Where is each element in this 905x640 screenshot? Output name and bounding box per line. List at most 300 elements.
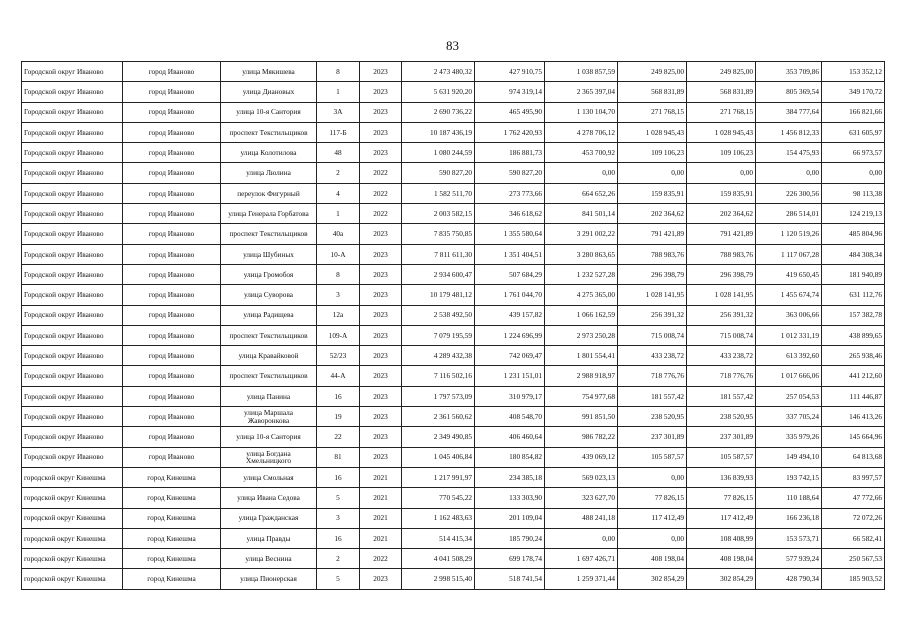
year-cell: 2021: [360, 488, 402, 508]
year-cell: 2021: [360, 508, 402, 528]
page-number: 83: [446, 38, 459, 53]
amount-cell-6: 181 940,89: [822, 264, 885, 284]
total-cost-cell: 1 217 991,97: [402, 467, 475, 487]
amount-cell-4: 788 983,76: [687, 244, 756, 264]
amount-cell-6: 250 567,53: [822, 549, 885, 569]
street-cell: улица Маршала Жаворонкова: [221, 407, 317, 427]
street-cell: улица Пионерская: [221, 569, 317, 589]
house-number-cell: 52/23: [317, 346, 360, 366]
amount-cell-6: 0,00: [822, 163, 885, 183]
amount-cell-5: 805 369,54: [756, 82, 822, 102]
amount-cell-4: 718 776,76: [687, 366, 756, 386]
table-row: [22, 549, 885, 569]
house-number-cell: 5: [317, 488, 360, 508]
city-cell: город Иваново: [123, 62, 221, 82]
amount-cell-1: 346 618,62: [475, 204, 545, 224]
city-cell: город Иваново: [123, 122, 221, 142]
district-cell: Городской округ Иваново: [22, 183, 123, 203]
amount-cell-4: 237 301,89: [687, 427, 756, 447]
amount-cell-1: 518 741,54: [475, 569, 545, 589]
house-number-cell: 8: [317, 264, 360, 284]
amount-cell-3: 408 198,04: [618, 549, 687, 569]
amount-cell-4: 159 835,91: [687, 183, 756, 203]
total-cost-cell: 590 827,20: [402, 163, 475, 183]
amount-cell-2: 1 259 371,44: [545, 569, 618, 589]
amount-cell-3: 271 768,15: [618, 102, 687, 122]
amount-cell-6: 66 582,41: [822, 528, 885, 548]
amount-cell-5: 384 777,64: [756, 102, 822, 122]
amount-cell-6: 72 072,26: [822, 508, 885, 528]
amount-cell-1: 1 355 580,64: [475, 224, 545, 244]
amount-cell-3: 788 983,76: [618, 244, 687, 264]
amount-cell-6: 631 112,76: [822, 285, 885, 305]
table-row: [22, 467, 885, 487]
street-cell: улица Генерала Горбатова: [221, 204, 317, 224]
district-cell: городской округ Кинешма: [22, 467, 123, 487]
amount-cell-3: 109 106,23: [618, 143, 687, 163]
city-cell: город Иваново: [123, 224, 221, 244]
city-cell: город Кинешма: [123, 549, 221, 569]
amount-cell-5: 577 939,24: [756, 549, 822, 569]
amount-cell-3: 433 238,72: [618, 346, 687, 366]
house-number-cell: 1: [317, 82, 360, 102]
amount-cell-1: 133 303,90: [475, 488, 545, 508]
district-cell: Городской округ Иваново: [22, 244, 123, 264]
table-row: [22, 346, 885, 366]
table-row: [22, 122, 885, 142]
total-cost-cell: 10 179 481,12: [402, 285, 475, 305]
district-cell: Городской округ Иваново: [22, 82, 123, 102]
amount-cell-4: 715 008,74: [687, 325, 756, 345]
amount-cell-6: 146 413,26: [822, 407, 885, 427]
amount-cell-3: 237 301,89: [618, 427, 687, 447]
amount-cell-3: 296 398,79: [618, 264, 687, 284]
amount-cell-4: 136 839,93: [687, 467, 756, 487]
amount-cell-3: 1 028 945,43: [618, 122, 687, 142]
amount-cell-5: 1 120 519,26: [756, 224, 822, 244]
amount-cell-5: 1 455 674,74: [756, 285, 822, 305]
amount-cell-1: 406 460,64: [475, 427, 545, 447]
house-number-cell: 81: [317, 447, 360, 467]
amount-cell-1: 1 351 404,51: [475, 244, 545, 264]
house-number-cell: 40а: [317, 224, 360, 244]
amount-cell-6: 47 772,66: [822, 488, 885, 508]
amount-cell-2: 453 700,92: [545, 143, 618, 163]
table-row: [22, 508, 885, 528]
amount-cell-1: 590 827,20: [475, 163, 545, 183]
amount-cell-2: 1 697 426,71: [545, 549, 618, 569]
total-cost-cell: 2 473 480,32: [402, 62, 475, 82]
street-cell: улица Веснина: [221, 549, 317, 569]
amount-cell-4: 271 768,15: [687, 102, 756, 122]
total-cost-cell: 514 415,34: [402, 528, 475, 548]
amount-cell-3: 77 826,15: [618, 488, 687, 508]
table-row: [22, 569, 885, 589]
street-cell: улица Богдана Хмельницкого: [221, 447, 317, 467]
table-row: [22, 183, 885, 203]
district-cell: Городской округ Иваново: [22, 427, 123, 447]
amount-cell-3: 105 587,57: [618, 447, 687, 467]
year-cell: 2023: [360, 143, 402, 163]
total-cost-cell: 1 045 406,84: [402, 447, 475, 467]
amount-cell-6: 153 352,12: [822, 62, 885, 82]
table-body: [22, 62, 885, 590]
house-number-cell: 117-Б: [317, 122, 360, 142]
amount-cell-3: 1 028 141,95: [618, 285, 687, 305]
amount-cell-2: 1 066 162,59: [545, 305, 618, 325]
total-cost-cell: 2 003 582,15: [402, 204, 475, 224]
amount-cell-1: 201 109,04: [475, 508, 545, 528]
table-row: [22, 163, 885, 183]
table-row: [22, 82, 885, 102]
amount-cell-1: 699 178,74: [475, 549, 545, 569]
street-cell: улица Колотилова: [221, 143, 317, 163]
street-cell: улица Шубиных: [221, 244, 317, 264]
city-cell: город Иваново: [123, 244, 221, 264]
amount-cell-2: 1 801 554,41: [545, 346, 618, 366]
year-cell: 2023: [360, 224, 402, 244]
amount-cell-6: 484 308,34: [822, 244, 885, 264]
amount-cell-4: 296 398,79: [687, 264, 756, 284]
amount-cell-2: 439 069,12: [545, 447, 618, 467]
amount-cell-3: 202 364,62: [618, 204, 687, 224]
amount-cell-6: 145 664,96: [822, 427, 885, 447]
total-cost-cell: 2 361 560,62: [402, 407, 475, 427]
district-cell: Городской округ Иваново: [22, 122, 123, 142]
amount-cell-4: 249 825,00: [687, 62, 756, 82]
total-cost-cell: 2 690 736,22: [402, 102, 475, 122]
amount-cell-2: 0,00: [545, 528, 618, 548]
house-number-cell: 3: [317, 508, 360, 528]
year-cell: 2023: [360, 62, 402, 82]
table-row: [22, 447, 885, 467]
year-cell: 2023: [360, 305, 402, 325]
district-cell: Городской округ Иваново: [22, 325, 123, 345]
amount-cell-6: 485 804,96: [822, 224, 885, 244]
street-cell: улица Диановых: [221, 82, 317, 102]
district-cell: городской округ Кинешма: [22, 549, 123, 569]
house-number-cell: 3А: [317, 102, 360, 122]
district-cell: городской округ Кинешма: [22, 508, 123, 528]
house-number-cell: 4: [317, 183, 360, 203]
street-cell: переулок Фигурный: [221, 183, 317, 203]
district-cell: Городской округ Иваново: [22, 163, 123, 183]
year-cell: 2023: [360, 346, 402, 366]
amount-cell-2: 1 130 104,70: [545, 102, 618, 122]
amount-cell-1: 465 495,90: [475, 102, 545, 122]
city-cell: город Иваново: [123, 427, 221, 447]
year-cell: 2022: [360, 183, 402, 203]
total-cost-cell: 4 289 432,38: [402, 346, 475, 366]
amount-cell-2: 754 977,68: [545, 386, 618, 406]
district-cell: Городской округ Иваново: [22, 386, 123, 406]
city-cell: город Иваново: [123, 204, 221, 224]
street-cell: улица Мякишева: [221, 62, 317, 82]
district-cell: Городской округ Иваново: [22, 447, 123, 467]
amount-cell-3: 159 835,91: [618, 183, 687, 203]
amount-cell-6: 438 899,65: [822, 325, 885, 345]
district-cell: Городской округ Иваново: [22, 143, 123, 163]
table-row: [22, 62, 885, 82]
street-cell: улица Смольная: [221, 467, 317, 487]
total-cost-cell: 7 811 611,30: [402, 244, 475, 264]
district-cell: Городской округ Иваново: [22, 204, 123, 224]
city-cell: город Иваново: [123, 447, 221, 467]
table-row: [22, 488, 885, 508]
amount-cell-6: 265 938,46: [822, 346, 885, 366]
amount-cell-6: 157 382,78: [822, 305, 885, 325]
city-cell: город Иваново: [123, 325, 221, 345]
city-cell: город Иваново: [123, 285, 221, 305]
total-cost-cell: 770 545,22: [402, 488, 475, 508]
amount-cell-2: 4 275 365,00: [545, 285, 618, 305]
amount-cell-5: 110 188,64: [756, 488, 822, 508]
house-number-cell: 16: [317, 386, 360, 406]
amount-cell-2: 2 365 397,04: [545, 82, 618, 102]
amount-cell-5: 153 573,71: [756, 528, 822, 548]
street-cell: улица Ивана Седова: [221, 488, 317, 508]
street-cell: улица 10-я Сантория: [221, 102, 317, 122]
total-cost-cell: 1 080 244,59: [402, 143, 475, 163]
amount-cell-3: 791 421,89: [618, 224, 687, 244]
amount-cell-6: 111 446,87: [822, 386, 885, 406]
total-cost-cell: 2 349 490,85: [402, 427, 475, 447]
house-number-cell: 48: [317, 143, 360, 163]
amount-cell-5: 1 012 331,19: [756, 325, 822, 345]
district-cell: Городской округ Иваново: [22, 102, 123, 122]
amount-cell-3: 715 008,74: [618, 325, 687, 345]
amount-cell-1: 1 762 420,93: [475, 122, 545, 142]
city-cell: город Кинешма: [123, 467, 221, 487]
city-cell: город Иваново: [123, 143, 221, 163]
table-row: [22, 427, 885, 447]
amount-cell-3: 718 776,76: [618, 366, 687, 386]
amount-cell-2: 3 291 002,22: [545, 224, 618, 244]
house-number-cell: 16: [317, 467, 360, 487]
amount-cell-5: 1 017 666,06: [756, 366, 822, 386]
table-row: [22, 305, 885, 325]
table-row: [22, 264, 885, 284]
amount-cell-2: 488 241,18: [545, 508, 618, 528]
city-cell: город Иваново: [123, 264, 221, 284]
amount-cell-5: 335 979,26: [756, 427, 822, 447]
house-number-cell: 44-А: [317, 366, 360, 386]
amount-cell-2: 569 023,13: [545, 467, 618, 487]
district-cell: городской округ Кинешма: [22, 488, 123, 508]
amount-cell-1: 180 854,82: [475, 447, 545, 467]
amount-cell-4: 109 106,23: [687, 143, 756, 163]
city-cell: город Иваново: [123, 163, 221, 183]
amount-cell-1: 1 761 044,70: [475, 285, 545, 305]
amount-cell-1: 408 548,70: [475, 407, 545, 427]
city-cell: город Кинешма: [123, 528, 221, 548]
amount-cell-1: 742 069,47: [475, 346, 545, 366]
year-cell: 2023: [360, 447, 402, 467]
house-number-cell: 3: [317, 285, 360, 305]
amount-cell-1: 185 790,24: [475, 528, 545, 548]
amount-cell-4: 105 587,57: [687, 447, 756, 467]
table-row: [22, 285, 885, 305]
amount-cell-6: 64 813,68: [822, 447, 885, 467]
city-cell: город Иваново: [123, 102, 221, 122]
amount-cell-5: 166 236,18: [756, 508, 822, 528]
year-cell: 2023: [360, 569, 402, 589]
amount-cell-3: 568 831,89: [618, 82, 687, 102]
total-cost-cell: 7 116 502,16: [402, 366, 475, 386]
amount-cell-3: 302 854,29: [618, 569, 687, 589]
amount-cell-5: 0,00: [756, 163, 822, 183]
amount-cell-4: 117 412,49: [687, 508, 756, 528]
year-cell: 2023: [360, 386, 402, 406]
amount-cell-1: 974 319,14: [475, 82, 545, 102]
city-cell: город Иваново: [123, 183, 221, 203]
amount-cell-1: 1 224 696,99: [475, 325, 545, 345]
total-cost-cell: 2 934 600,47: [402, 264, 475, 284]
street-cell: улица Люлина: [221, 163, 317, 183]
total-cost-cell: 2 538 492,50: [402, 305, 475, 325]
house-number-cell: 10-А: [317, 244, 360, 264]
city-cell: город Иваново: [123, 366, 221, 386]
amount-cell-6: 349 170,72: [822, 82, 885, 102]
amount-cell-1: 427 910,75: [475, 62, 545, 82]
amount-cell-5: 613 392,60: [756, 346, 822, 366]
street-cell: проспект Текстильщиков: [221, 122, 317, 142]
amount-cell-6: 66 973,57: [822, 143, 885, 163]
amount-cell-5: 286 514,01: [756, 204, 822, 224]
amount-cell-1: 186 881,73: [475, 143, 545, 163]
amount-cell-4: 202 364,62: [687, 204, 756, 224]
amount-cell-2: 986 782,22: [545, 427, 618, 447]
amount-cell-5: 257 054,53: [756, 386, 822, 406]
table-row: [22, 224, 885, 244]
amount-cell-5: 1 456 812,33: [756, 122, 822, 142]
house-number-cell: 1: [317, 204, 360, 224]
year-cell: 2022: [360, 549, 402, 569]
amount-cell-5: 363 006,66: [756, 305, 822, 325]
total-cost-cell: 1 582 511,70: [402, 183, 475, 203]
city-cell: город Иваново: [123, 407, 221, 427]
amount-cell-6: 124 219,13: [822, 204, 885, 224]
total-cost-cell: 5 631 920,20: [402, 82, 475, 102]
amount-cell-2: 3 280 863,65: [545, 244, 618, 264]
amount-cell-4: 256 391,32: [687, 305, 756, 325]
district-cell: Городской округ Иваново: [22, 346, 123, 366]
amount-cell-5: 428 790,34: [756, 569, 822, 589]
total-cost-cell: 4 041 508,29: [402, 549, 475, 569]
amount-cell-5: 1 117 067,28: [756, 244, 822, 264]
district-cell: Городской округ Иваново: [22, 264, 123, 284]
amount-cell-4: 408 198,04: [687, 549, 756, 569]
total-cost-cell: 7 079 195,59: [402, 325, 475, 345]
amount-cell-5: 193 742,15: [756, 467, 822, 487]
amount-cell-4: 1 028 141,95: [687, 285, 756, 305]
district-cell: Городской округ Иваново: [22, 305, 123, 325]
amount-cell-4: 238 520,95: [687, 407, 756, 427]
amount-cell-4: 108 408,99: [687, 528, 756, 548]
city-cell: город Иваново: [123, 386, 221, 406]
year-cell: 2023: [360, 285, 402, 305]
street-cell: улица Гражданская: [221, 508, 317, 528]
year-cell: 2022: [360, 204, 402, 224]
house-number-cell: 2: [317, 549, 360, 569]
house-number-cell: 12а: [317, 305, 360, 325]
table-row: [22, 325, 885, 345]
amount-cell-2: 664 652,26: [545, 183, 618, 203]
year-cell: 2023: [360, 366, 402, 386]
year-cell: 2023: [360, 427, 402, 447]
amount-cell-3: 249 825,00: [618, 62, 687, 82]
amount-cell-2: 1 232 527,28: [545, 264, 618, 284]
district-cell: Городской округ Иваново: [22, 285, 123, 305]
amount-cell-2: 991 851,50: [545, 407, 618, 427]
table-row: [22, 528, 885, 548]
total-cost-cell: 1 162 483,63: [402, 508, 475, 528]
year-cell: 2023: [360, 325, 402, 345]
amount-cell-1: 1 231 151,01: [475, 366, 545, 386]
amount-cell-1: 310 979,17: [475, 386, 545, 406]
house-number-cell: 8: [317, 62, 360, 82]
table-row: [22, 407, 885, 427]
city-cell: город Иваново: [123, 346, 221, 366]
amount-cell-6: 98 113,38: [822, 183, 885, 203]
street-cell: улица Громобоя: [221, 264, 317, 284]
street-cell: улица Радищева: [221, 305, 317, 325]
amount-cell-2: 2 973 250,28: [545, 325, 618, 345]
amount-cell-4: 791 421,89: [687, 224, 756, 244]
year-cell: 2023: [360, 407, 402, 427]
house-number-cell: 22: [317, 427, 360, 447]
amount-cell-2: 1 038 857,59: [545, 62, 618, 82]
year-cell: 2023: [360, 102, 402, 122]
year-cell: 2022: [360, 163, 402, 183]
street-cell: улица Правды: [221, 528, 317, 548]
amount-cell-4: 77 826,15: [687, 488, 756, 508]
total-cost-cell: 7 835 750,85: [402, 224, 475, 244]
table-row: [22, 204, 885, 224]
year-cell: 2023: [360, 264, 402, 284]
district-cell: Городской округ Иваново: [22, 224, 123, 244]
amount-cell-3: 117 412,49: [618, 508, 687, 528]
table-row: [22, 366, 885, 386]
street-cell: проспект Текстильщиков: [221, 224, 317, 244]
year-cell: 2023: [360, 82, 402, 102]
house-number-cell: 19: [317, 407, 360, 427]
amount-cell-6: 166 821,66: [822, 102, 885, 122]
amount-cell-5: 419 650,45: [756, 264, 822, 284]
house-number-cell: 5: [317, 569, 360, 589]
housing-repair-table: [21, 61, 885, 590]
city-cell: город Иваново: [123, 305, 221, 325]
year-cell: 2021: [360, 528, 402, 548]
house-number-cell: 2: [317, 163, 360, 183]
amount-cell-2: 323 627,70: [545, 488, 618, 508]
amount-cell-2: 841 501,14: [545, 204, 618, 224]
amount-cell-2: 0,00: [545, 163, 618, 183]
total-cost-cell: 10 187 436,19: [402, 122, 475, 142]
amount-cell-5: 149 494,10: [756, 447, 822, 467]
total-cost-cell: 2 998 515,40: [402, 569, 475, 589]
city-cell: город Иваново: [123, 82, 221, 102]
amount-cell-1: 439 157,82: [475, 305, 545, 325]
amount-cell-5: 154 475,93: [756, 143, 822, 163]
amount-cell-5: 337 705,24: [756, 407, 822, 427]
city-cell: город Кинешма: [123, 488, 221, 508]
amount-cell-4: 302 854,29: [687, 569, 756, 589]
amount-cell-3: 238 520,95: [618, 407, 687, 427]
table-row: [22, 102, 885, 122]
amount-cell-2: 4 278 706,12: [545, 122, 618, 142]
amount-cell-3: 0,00: [618, 467, 687, 487]
